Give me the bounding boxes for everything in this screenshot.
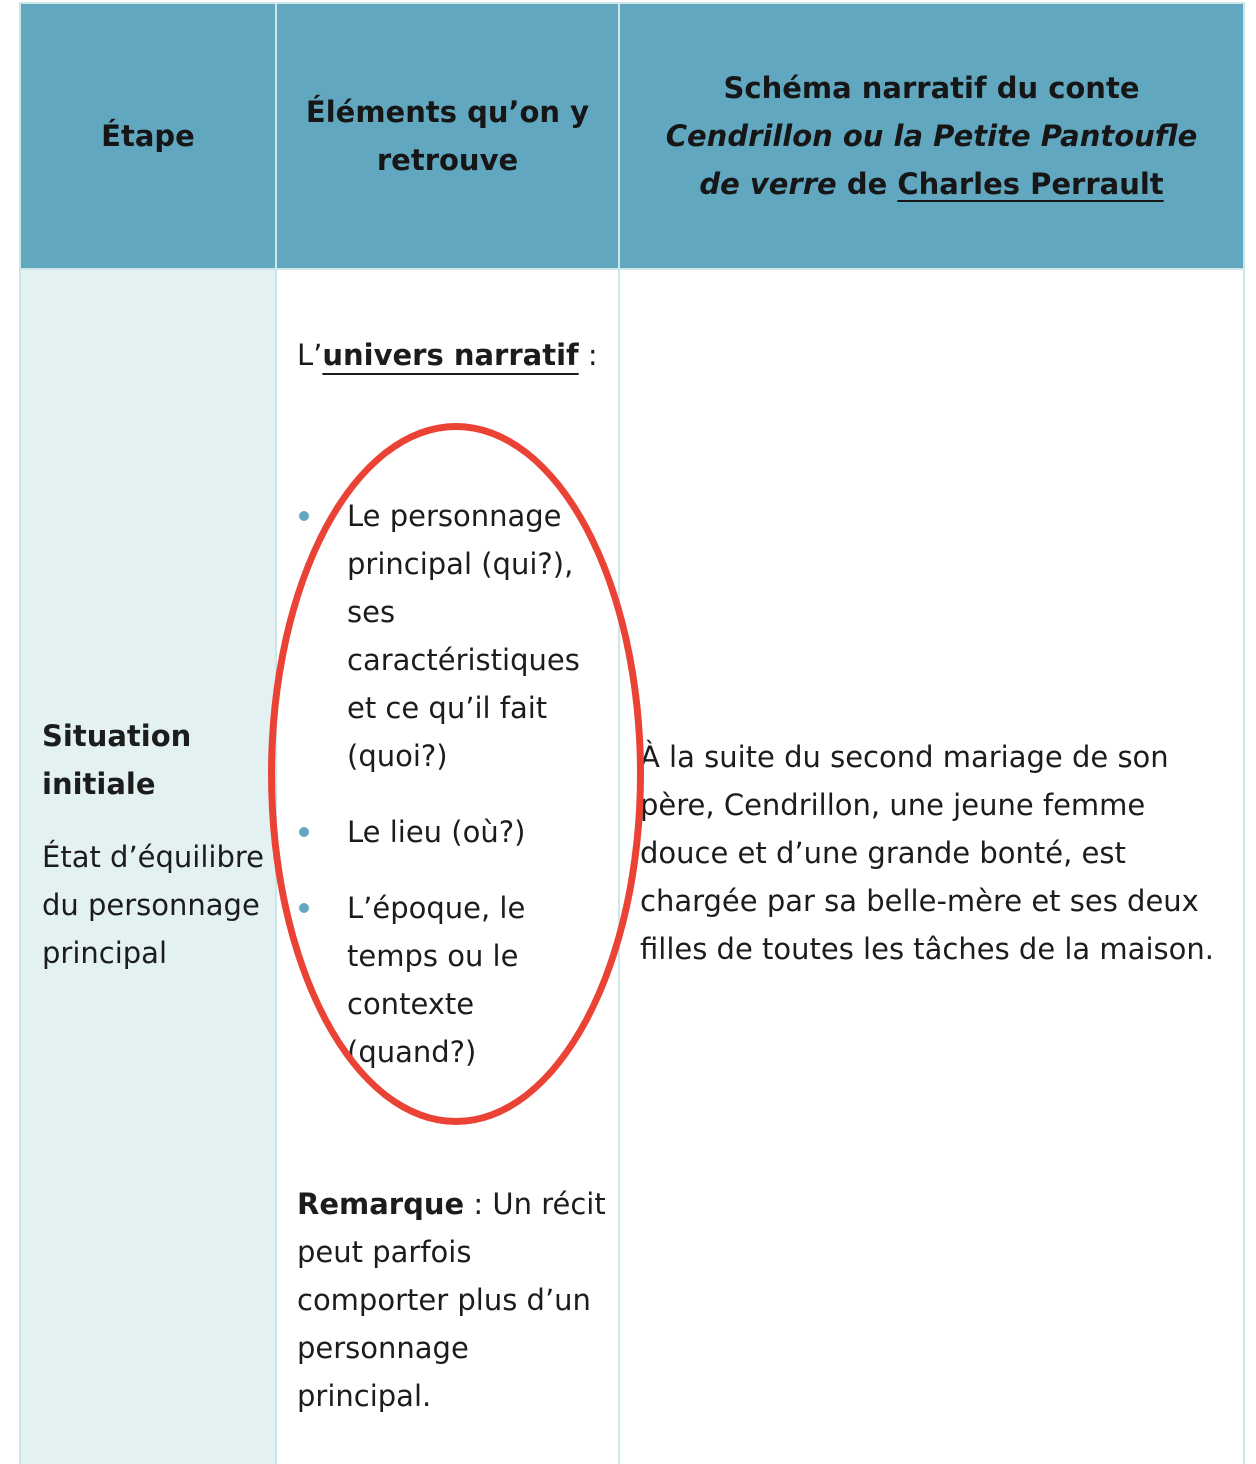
- header-tale-title: Cendrillon ou la Petite Pantoufle de verre: [665, 119, 1198, 201]
- list-item: [297, 808, 607, 856]
- list-item-text: L’époque, le temps ou le contexte (quand?): [347, 891, 526, 1069]
- univers-suffix: :: [578, 338, 598, 372]
- table-row: [20, 269, 1244, 1464]
- univers-narratif-intro: [297, 331, 607, 379]
- table-header-row: [20, 3, 1244, 269]
- univers-prefix: L’: [297, 338, 323, 372]
- header-schema: [619, 3, 1244, 269]
- header-de: de: [846, 167, 888, 201]
- remarque-label: Remarque: [297, 1187, 465, 1221]
- narrative-schema-table: [19, 2, 1245, 1464]
- list-item: [297, 884, 607, 1076]
- list-item-text: Le lieu (où?): [347, 815, 526, 849]
- etape-description: État d’équilibre du personnage principal: [42, 840, 265, 970]
- cendrillon-summary: À la suite du second mariage de son père, Cendrillon, une jeune femme douce et d’une grande bonté, est chargée par sa belle-mère et ses deux filles de toutes les tâches de la maison.: [640, 740, 1214, 966]
- bullet-icon: [299, 903, 309, 913]
- list-item-text: Le personnage principal (qui?), ses caractéristiques et ce qu’il fait (quoi?): [347, 499, 580, 773]
- remarque-text: : Un récit peut parfois comporter plus d’un personnage principal.: [297, 1187, 606, 1413]
- univers-narratif-link[interactable]: univers narratif: [322, 338, 579, 372]
- remarque-note: [297, 1180, 607, 1420]
- header-elements: Éléments qu’on y retrouve: [276, 3, 619, 269]
- etape-cell: [20, 269, 276, 1464]
- bullet-icon: [299, 827, 309, 837]
- charles-perrault-link[interactable]: Charles Perrault: [897, 167, 1164, 201]
- header-etape: Étape: [20, 3, 276, 269]
- bullet-icon: [299, 511, 309, 521]
- etape-title: Situation initiale: [42, 719, 192, 801]
- elements-cell: [276, 269, 619, 1464]
- elements-list: [297, 492, 607, 1076]
- header-schema-prefix: Schéma narratif du conte: [723, 71, 1140, 105]
- list-item: [297, 492, 607, 780]
- cendrillon-cell: [619, 269, 1244, 1464]
